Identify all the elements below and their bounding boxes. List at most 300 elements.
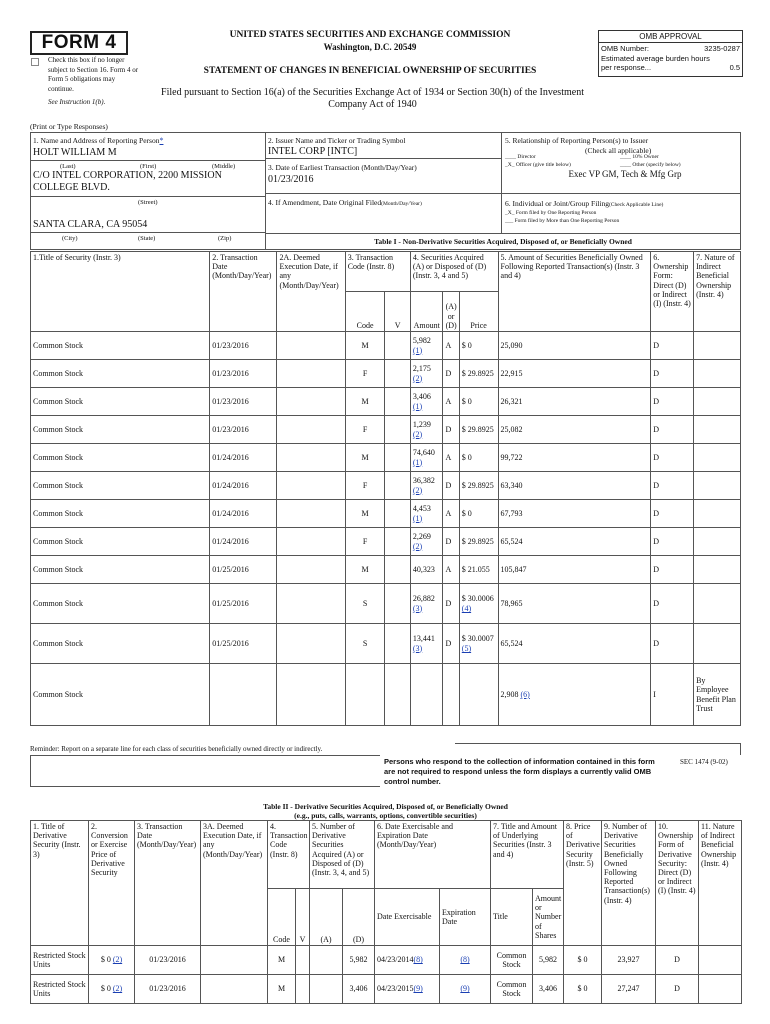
owned-cell xyxy=(498,584,651,624)
security-title: Common Stock xyxy=(31,388,210,416)
acquired-disposed: D xyxy=(443,528,459,556)
statement-title: STATEMENT OF CHANGES IN BENEFICIAL OWNERSHIP OF SECURITIES xyxy=(203,66,537,76)
t2-subheader-d: (D) xyxy=(343,889,375,946)
table-row xyxy=(31,472,741,500)
owned-cell xyxy=(498,332,651,360)
price: $ 21.055 xyxy=(461,565,490,574)
divider xyxy=(265,233,741,234)
price-cell xyxy=(459,584,498,624)
deemed-date xyxy=(277,360,345,388)
form-title-box xyxy=(30,31,128,55)
amount: 26,882 xyxy=(412,594,435,604)
sec-code: SEC 1474 (9-02) xyxy=(680,758,728,766)
t2-header-title: 1. Title of Derivative Security (Instr. 3) xyxy=(31,821,89,946)
transaction-code: M xyxy=(345,444,385,472)
footnote-link[interactable]: (9) xyxy=(460,984,470,994)
acquired-disposed: A xyxy=(443,388,459,416)
owned-cell xyxy=(498,444,651,472)
price: $ 0 xyxy=(461,341,472,350)
footnote-star-link[interactable]: * xyxy=(159,136,164,145)
amount-footnote-wrap xyxy=(413,458,441,467)
transaction-code: F xyxy=(345,528,385,556)
security-title: Common Stock xyxy=(31,360,210,388)
conversion-price-cell xyxy=(89,975,135,1004)
divider xyxy=(740,743,741,755)
transaction-v xyxy=(385,332,410,360)
owned-amount: 65,524 xyxy=(500,536,523,546)
amount-footnote-wrap xyxy=(413,346,441,355)
amount: 1,239 xyxy=(412,420,431,430)
owned-cell xyxy=(498,664,651,726)
t2-header-conv: 2. Conversion or Exercise Price of Derivative Security xyxy=(89,821,135,946)
security-title: Common Stock xyxy=(31,624,210,664)
director-option: ____ Director xyxy=(505,154,536,160)
omb-title: OMB APPROVAL xyxy=(599,31,742,43)
ownership-nature xyxy=(694,332,741,360)
t2-header-nature: 11. Nature of Indirect Beneficial Ownership (Instr. 4) xyxy=(699,821,742,946)
transaction-v xyxy=(385,556,410,584)
transaction-code: F xyxy=(345,416,385,444)
transaction-code: F xyxy=(345,472,385,500)
security-title: Common Stock xyxy=(31,664,210,726)
t2-header-form: 10. Ownership Form of Derivative Security: Direct (D) or Indirect (I) (Instr. 4) xyxy=(656,821,699,946)
transaction-date: 01/24/2016 xyxy=(210,472,277,500)
derivative-table xyxy=(30,820,742,1004)
filed-pursuant: Filed pursuant to Section 16(a) of the Securities Exchange Act of 1934 or Section 30(h) of the Investment Company Act of 1940 xyxy=(161,87,584,110)
price: $ 29.8925 xyxy=(461,537,494,546)
divider xyxy=(30,160,265,161)
price-cell xyxy=(459,624,498,664)
amount-cell xyxy=(410,556,443,584)
t2-subheader-a: (A) xyxy=(310,889,343,946)
t1-header-title: 1.Title of Security (Instr. 3) xyxy=(31,252,210,332)
transaction-v xyxy=(385,360,410,388)
amount-footnote-wrap xyxy=(413,514,441,523)
footnote-link[interactable]: (6) xyxy=(520,689,530,699)
omb-notice: Persons who respond to the collection of information contained in this form are not required to respond unless the form displays a currently valid OMB control number. xyxy=(384,757,655,786)
derivative-price: $ 0 xyxy=(564,946,602,975)
officer-mark: _X_ xyxy=(505,162,515,168)
amount: 2,175 xyxy=(412,364,431,374)
price-cell xyxy=(459,332,498,360)
last-label: (Last) xyxy=(60,163,76,170)
non-derivative-rows xyxy=(31,332,741,726)
amendment-label xyxy=(268,198,422,207)
conversion-price-cell xyxy=(89,946,135,975)
omb-burden-row xyxy=(599,54,742,72)
footnote-link[interactable]: (1) xyxy=(412,513,423,523)
earliest-date: 01/23/2016 xyxy=(268,174,314,185)
deemed-date xyxy=(201,975,268,1004)
conversion-price: $ 0 xyxy=(100,955,111,965)
ownership-form: D xyxy=(651,416,694,444)
non-derivative-table xyxy=(30,251,741,726)
owned-amount: 22,915 xyxy=(500,368,523,378)
transaction-date: 01/24/2016 xyxy=(210,528,277,556)
owned-amount: 99,722 xyxy=(500,452,523,462)
reminder-text: Reminder: Report on a separate line for each class of securities beneficially owned directly or indirectly. xyxy=(30,745,323,753)
price-footnote-wrap xyxy=(462,644,496,653)
acquired-disposed: D xyxy=(443,624,459,664)
issuer-name: INTEL CORP [INTC] xyxy=(268,146,358,157)
owned-amount: 26,321 xyxy=(500,396,523,406)
underlying-title: Common Stock xyxy=(491,975,533,1004)
transaction-date: 01/23/2016 xyxy=(210,416,277,444)
amount: 4,453 xyxy=(412,504,431,514)
acquired-a xyxy=(310,975,343,1004)
price: $ 0 xyxy=(461,509,472,518)
transaction-code xyxy=(345,664,385,726)
owned-amount: 105,847 xyxy=(500,564,527,574)
footnote-link[interactable]: (8) xyxy=(460,955,470,965)
deemed-date xyxy=(277,624,345,664)
transaction-code: M xyxy=(345,332,385,360)
deemed-date xyxy=(277,416,345,444)
ownership-form: D xyxy=(651,624,694,664)
owned-cell xyxy=(498,360,651,388)
security-title: Common Stock xyxy=(31,584,210,624)
amount: 13,441 xyxy=(412,634,435,644)
footnote-link[interactable]: (1) xyxy=(412,345,423,355)
ownership-nature xyxy=(694,388,741,416)
amount-cell xyxy=(410,528,443,556)
owned-cell xyxy=(498,472,651,500)
security-title: Common Stock xyxy=(31,416,210,444)
ownership-form: D xyxy=(651,528,694,556)
security-title: Common Stock xyxy=(31,472,210,500)
print-note: (Print or Type Responses) xyxy=(30,122,108,131)
price-cell xyxy=(459,500,498,528)
t1-subheader-amount: Amount xyxy=(410,292,443,332)
group-filing-label-text: 6. Individual or Joint/Group Filing xyxy=(505,199,609,208)
t1-header-owned: 5. Amount of Securities Beneficially Owned Following Reported Transaction(s) (Instr. 3 and 4) xyxy=(498,252,651,332)
t2-subheader-expiration: Expiration Date xyxy=(440,889,491,946)
zip-label: (Zip) xyxy=(218,235,232,242)
acquired-disposed: D xyxy=(443,584,459,624)
reporting-person-name: HOLT WILLIAM M xyxy=(33,147,117,158)
ownership-nature xyxy=(699,946,742,975)
divider xyxy=(265,193,741,194)
transaction-v xyxy=(385,664,410,726)
omb-number-label: OMB Number: xyxy=(601,44,649,53)
footnote-link[interactable]: (9) xyxy=(413,984,423,994)
transaction-v xyxy=(385,388,410,416)
deemed-date xyxy=(277,500,345,528)
t1-header-date: 2. Transaction Date (Month/Day/Year) xyxy=(210,252,277,332)
divider xyxy=(265,158,501,159)
owner10-label: 10% Owner xyxy=(632,154,659,160)
t2-header-owned: 9. Number of Derivative Securities Beneficially Owned Following Reported Transaction(s) (Instr. 4) xyxy=(602,821,656,946)
deemed-date xyxy=(277,528,345,556)
check-all-label: (Check all applicable) xyxy=(585,146,652,155)
footnote-link[interactable]: (2) xyxy=(112,984,123,994)
security-title: Common Stock xyxy=(31,332,210,360)
ownership-form: D xyxy=(656,946,699,975)
deemed-date xyxy=(201,946,268,975)
ownership-form: D xyxy=(656,975,699,1004)
price-cell xyxy=(459,472,498,500)
transaction-date: 01/23/2016 xyxy=(210,388,277,416)
price-cell xyxy=(459,664,498,726)
other-label: Other (specify below) xyxy=(632,162,681,168)
footnote-link[interactable]: (2) xyxy=(412,485,423,495)
amount-cell xyxy=(410,500,443,528)
transaction-date: 01/25/2016 xyxy=(210,584,277,624)
owned-cell xyxy=(498,500,651,528)
ownership-nature xyxy=(694,624,741,664)
transaction-code: F xyxy=(345,360,385,388)
transaction-code: S xyxy=(345,624,385,664)
t1-header-acquired: 4. Securities Acquired (A) or Disposed of (D) (Instr. 3, 4 and 5) xyxy=(410,252,498,292)
transaction-date: 01/24/2016 xyxy=(210,444,277,472)
ownership-nature xyxy=(694,584,741,624)
issuer-label: 2. Issuer Name and Ticker or Trading Symbol xyxy=(268,136,406,145)
amount-cell xyxy=(410,388,443,416)
ownership-form: D xyxy=(651,360,694,388)
footnote-link[interactable]: (1) xyxy=(412,401,423,411)
price-footnote-wrap xyxy=(462,604,496,613)
footnote-link[interactable]: (5) xyxy=(461,644,472,654)
table-row xyxy=(31,975,742,1004)
other-option: ____ Other (specify below) xyxy=(620,162,681,168)
transaction-code: S xyxy=(345,584,385,624)
transaction-v xyxy=(296,946,310,975)
group-filing-label xyxy=(505,199,663,208)
disposed-d: 5,982 xyxy=(343,946,375,975)
transaction-date: 01/25/2016 xyxy=(210,624,277,664)
owned-cell xyxy=(498,388,651,416)
amount: 3,406 xyxy=(412,392,431,402)
agency-address: Washington, D.C. 20549 xyxy=(323,42,417,52)
group-option-more: ___ Form filed by More than One Reporting Person xyxy=(505,218,620,224)
transaction-date: 01/24/2016 xyxy=(210,500,277,528)
table-row xyxy=(31,624,741,664)
omb-number: 3235-0287 xyxy=(704,44,740,53)
acquired-disposed: A xyxy=(443,556,459,584)
owned-cell xyxy=(498,416,651,444)
table-row xyxy=(31,360,741,388)
acquired-disposed: D xyxy=(443,360,459,388)
divider xyxy=(501,132,502,233)
no-longer-subject-checkbox[interactable] xyxy=(31,58,39,66)
transaction-v xyxy=(385,416,410,444)
table2-subtitle: (e.g., puts, calls, warrants, options, convertible securities) xyxy=(294,811,477,820)
amount-cell xyxy=(410,664,443,726)
amount-footnote-wrap xyxy=(413,604,441,613)
owned-cell xyxy=(498,556,651,584)
deemed-date xyxy=(277,444,345,472)
divider xyxy=(455,743,741,744)
table-row xyxy=(31,332,741,360)
t1-header-nature: 7. Nature of Indirect Beneficial Ownership (Instr. 4) xyxy=(694,252,741,332)
transaction-date: 01/23/2016 xyxy=(135,975,201,1004)
transaction-v xyxy=(296,975,310,1004)
officer-option xyxy=(505,162,571,168)
amendment-hint: (Month/Day/Year) xyxy=(381,201,422,207)
t2-header-date: 3. Transaction Date (Month/Day/Year) xyxy=(135,821,201,946)
amount: 2,269 xyxy=(412,532,431,542)
amount-cell xyxy=(410,360,443,388)
transaction-v xyxy=(385,472,410,500)
table-row xyxy=(31,556,741,584)
t1-subheader-aord: (A) or (D) xyxy=(443,292,459,332)
amount-cell xyxy=(410,332,443,360)
reminder-box xyxy=(30,755,380,787)
deemed-date xyxy=(277,388,345,416)
director-label: Director xyxy=(517,154,536,160)
ownership-form: D xyxy=(651,556,694,584)
acquired-disposed: A xyxy=(443,500,459,528)
underlying-title: Common Stock xyxy=(491,946,533,975)
price: $ 30.0006 xyxy=(461,594,494,604)
form-title: FORM 4 xyxy=(41,32,117,53)
amount-footnote-wrap xyxy=(413,644,441,653)
footnote-link[interactable]: (2) xyxy=(112,955,123,965)
footnote-link[interactable]: (2) xyxy=(412,541,423,551)
footnote-link[interactable]: (3) xyxy=(412,603,423,613)
table1-title: Table I - Non-Derivative Securities Acquired, Disposed of, or Beneficially Owned xyxy=(374,237,632,246)
reporting-person-label-text: 1. Name and Address of Reporting Person xyxy=(33,136,160,145)
underlying-amount: 5,982 xyxy=(533,946,564,975)
acquired-disposed: A xyxy=(443,332,459,360)
ownership-nature xyxy=(699,975,742,1004)
amendment-label-text: 4. If Amendment, Date Original Filed xyxy=(268,198,382,207)
middle-label: (Middle) xyxy=(212,163,236,170)
expiration-cell xyxy=(440,946,491,975)
t1-header-deemed: 2A. Deemed Execution Date, if any (Month/Day/Year) xyxy=(277,252,345,332)
price: $ 0 xyxy=(461,397,472,406)
table-row xyxy=(31,528,741,556)
relationship-label: 5. Relationship of Reporting Person(s) to Issuer xyxy=(505,136,649,145)
footnote-link[interactable]: (2) xyxy=(412,373,423,383)
table-row xyxy=(31,500,741,528)
derivative-title: Restricted Stock Units xyxy=(31,946,89,975)
omb-burden: 0.5 xyxy=(729,63,740,72)
t2-subheader-amount-shares: Amount or Number of Shares xyxy=(533,889,564,946)
amount: 40,323 xyxy=(412,564,435,574)
amount-footnote-wrap xyxy=(413,430,441,439)
price-cell xyxy=(459,360,498,388)
date-exercisable-cell xyxy=(375,975,440,1004)
ownership-nature: By Employee Benefit Plan Trust xyxy=(694,664,741,726)
footnote-link[interactable]: (4) xyxy=(461,604,472,614)
t2-header-code: 4. Transaction Code (Instr. 8) xyxy=(268,821,310,889)
t2-header-exercisable: 6. Date Exercisable and Expiration Date (Month/Day/Year) xyxy=(375,821,491,889)
omb-number-row xyxy=(599,43,742,54)
footnote-link[interactable]: (8) xyxy=(413,955,423,965)
date-exercisable-cell xyxy=(375,946,440,975)
t2-subheader-v: V xyxy=(296,889,310,946)
see-instruction: See Instruction 1(b). xyxy=(48,98,106,106)
transaction-code: M xyxy=(345,388,385,416)
transaction-v xyxy=(385,500,410,528)
ownership-form: D xyxy=(651,472,694,500)
ownership-form: D xyxy=(651,332,694,360)
derivative-owned: 23,927 xyxy=(602,946,656,975)
group-filing-hint: (Check Applicable Line) xyxy=(608,202,664,208)
security-title: Common Stock xyxy=(31,500,210,528)
owned-amount: 25,082 xyxy=(500,424,523,434)
acquired-disposed xyxy=(443,664,459,726)
owned-cell xyxy=(498,528,651,556)
transaction-date xyxy=(210,664,277,726)
t1-subheader-code: Code xyxy=(345,292,385,332)
ownership-form: D xyxy=(651,500,694,528)
amount-footnote-wrap xyxy=(413,402,441,411)
ownership-form: D xyxy=(651,388,694,416)
owned-amount: 65,524 xyxy=(500,638,523,648)
ownership-nature xyxy=(694,556,741,584)
amount-footnote-wrap xyxy=(413,374,441,383)
date-exercisable: 04/23/2015 xyxy=(377,984,414,994)
t1-header-code: 3. Transaction Code (Instr. 8) xyxy=(345,252,410,292)
derivative-owned: 27,247 xyxy=(602,975,656,1004)
ownership-nature xyxy=(694,500,741,528)
divider xyxy=(30,232,265,233)
footnote-link[interactable]: (3) xyxy=(412,643,423,653)
transaction-date: 01/23/2016 xyxy=(135,946,201,975)
acquired-disposed: D xyxy=(443,416,459,444)
officer-title: Exec VP GM, Tech & Mfg Grp xyxy=(568,169,682,179)
amount: 5,982 xyxy=(412,336,431,346)
price-cell xyxy=(459,416,498,444)
deemed-date xyxy=(277,584,345,624)
price-cell xyxy=(459,388,498,416)
check-box-text: Check this box if no longer subject to Section 16. Form 4 or Form 5 obligations may continue. xyxy=(48,56,139,93)
owned-amount: 63,340 xyxy=(500,480,523,490)
disposed-d: 3,406 xyxy=(343,975,375,1004)
footnote-link[interactable]: (2) xyxy=(412,429,423,439)
date-exercisable: 04/23/2014 xyxy=(377,955,414,965)
table-row xyxy=(31,416,741,444)
derivative-price: $ 0 xyxy=(564,975,602,1004)
group-option-one: _X_ Form filed by One Reporting Person xyxy=(505,210,597,216)
amount-footnote-wrap xyxy=(413,486,441,495)
street-label: (Street) xyxy=(138,199,158,206)
t2-header-number: 5. Number of Derivative Securities Acquired (A) or Disposed of (D) (Instr. 3, 4, and 5) xyxy=(310,821,375,889)
table-row xyxy=(31,946,742,975)
price: $ 29.8925 xyxy=(461,425,494,434)
transaction-v xyxy=(385,584,410,624)
divider xyxy=(30,196,265,197)
deemed-date xyxy=(277,472,345,500)
ownership-nature xyxy=(694,444,741,472)
ownership-form: D xyxy=(651,584,694,624)
transaction-v xyxy=(385,528,410,556)
table-row xyxy=(31,584,741,624)
city-label: (City) xyxy=(62,235,78,242)
price-cell xyxy=(459,444,498,472)
derivative-rows xyxy=(31,946,742,1004)
transaction-date: 01/25/2016 xyxy=(210,556,277,584)
price-cell xyxy=(459,556,498,584)
amount: 36,382 xyxy=(412,476,435,486)
price: $ 29.8925 xyxy=(461,369,494,378)
underlying-amount: 3,406 xyxy=(533,975,564,1004)
transaction-v xyxy=(385,444,410,472)
city-state-zip: SANTA CLARA, CA 95054 xyxy=(33,219,148,230)
footnote-link[interactable]: (1) xyxy=(412,457,423,467)
t2-header-price: 8. Price of Derivative Security (Instr. 5) xyxy=(564,821,602,946)
omb-burden-label: Estimated average burden hours per response... xyxy=(601,54,710,72)
first-label: (First) xyxy=(140,163,157,170)
transaction-date: 01/23/2016 xyxy=(210,360,277,388)
ownership-nature xyxy=(694,528,741,556)
price-cell xyxy=(459,528,498,556)
transaction-code: M xyxy=(345,500,385,528)
transaction-v xyxy=(385,624,410,664)
amount-cell xyxy=(410,416,443,444)
